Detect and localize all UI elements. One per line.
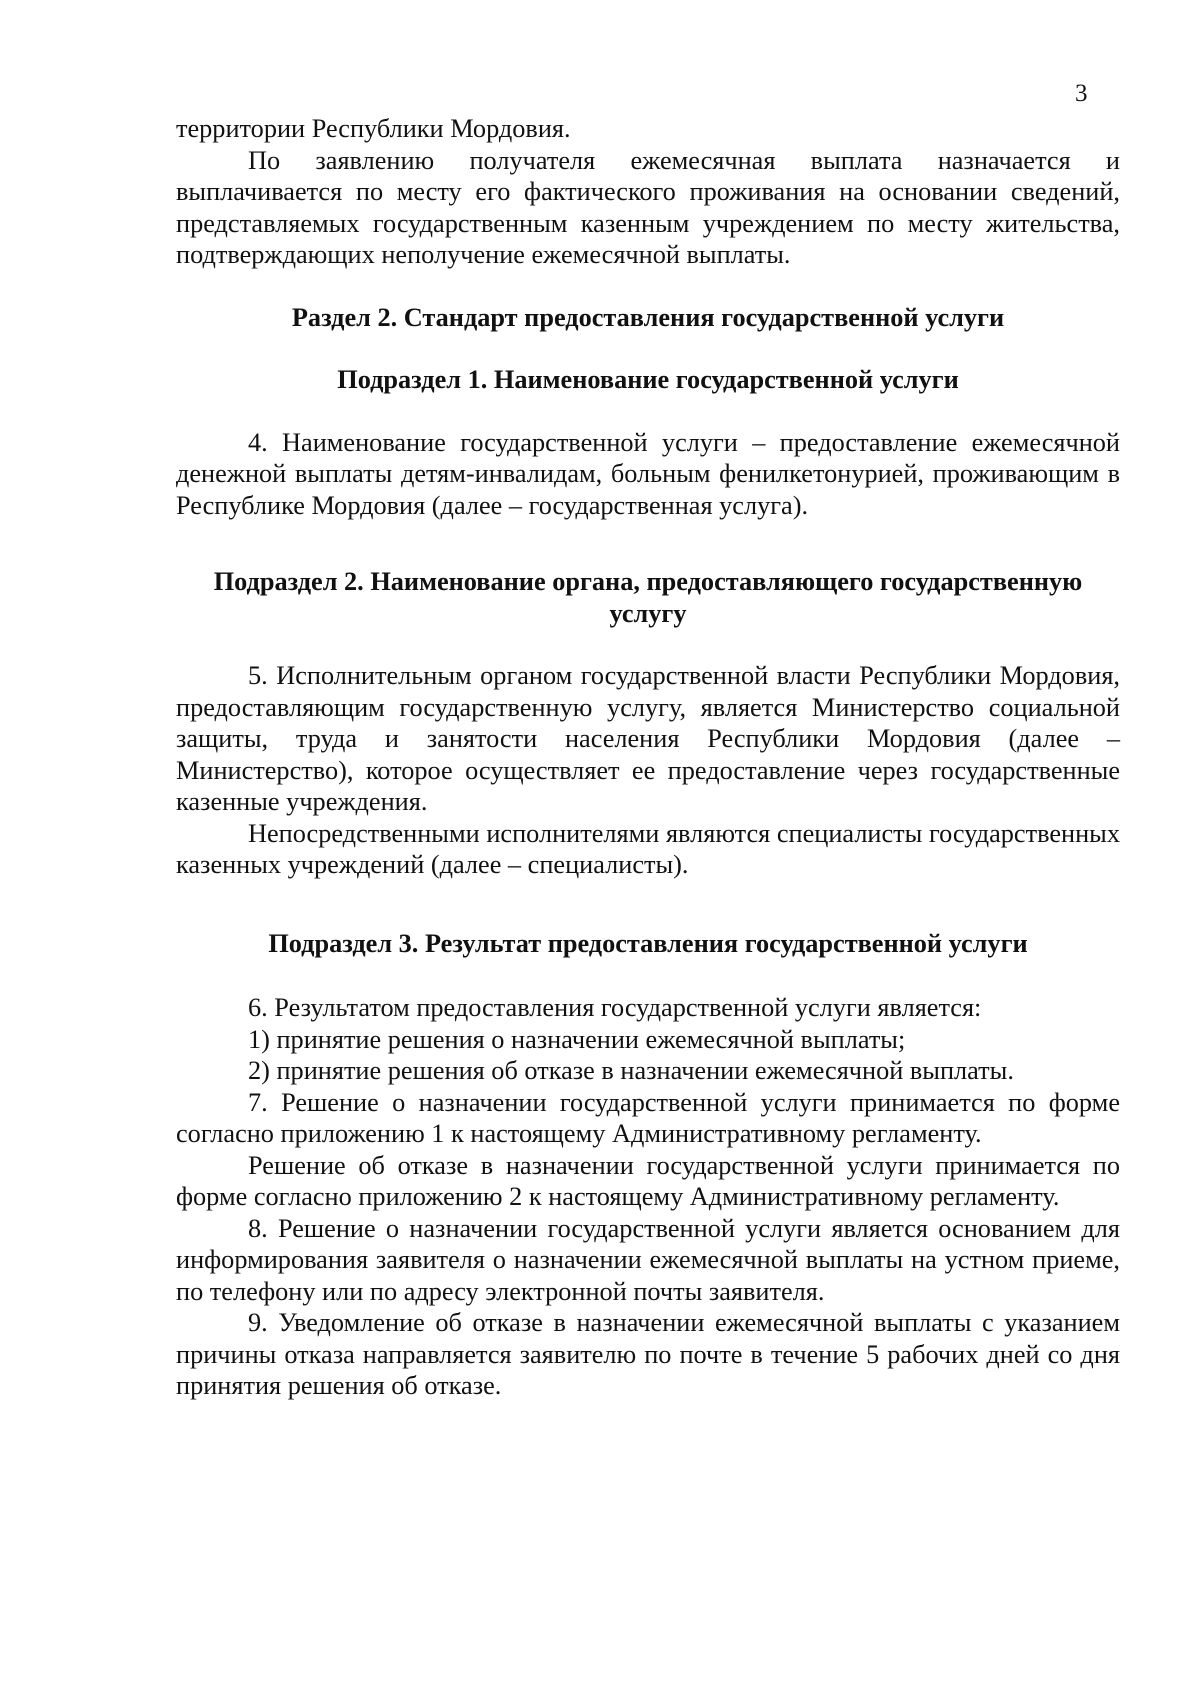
- page-number: 3: [1075, 80, 1088, 107]
- subsection-1-title: Подраздел 1. Наименование государственной услуги: [337, 365, 959, 394]
- paragraph-5-continued: Непосредственными исполнителями являются специалисты государственных казенных учреждений (далее – специалисты).: [176, 818, 1120, 879]
- paragraph-9: 9. Уведомление об отказе в назначении ежемесячной выплаты с указанием причины отказа направляется заявителю по почте в течение 5 рабочих дней со дня принятия решения об отказе.: [176, 1308, 1120, 1400]
- paragraph-8: 8. Решение о назначении государственной услуги является основанием для информирования заявителя о назначении ежемесячной выплаты на устном приеме, по телефону или по адресу электронной почты заявителя.: [176, 1213, 1120, 1306]
- section-2-title: Раздел 2. Стандарт предоставления государственной услуги: [291, 302, 1005, 332]
- paragraph-7-continued: Решение об отказе в назначении государственной услуги принимается по форме согласно приложению 2 к настоящему Административному регламенту.: [176, 1150, 1120, 1211]
- paragraph-6-item-2: 2) принятие решения об отказе в назначении ежемесячной выплаты.: [248, 1056, 1014, 1085]
- paragraph-7: 7. Решение о назначении государственной услуги принимается по форме согласно приложению 1 к настоящему Административному регламенту.: [176, 1087, 1120, 1148]
- subsection-3-title: Подраздел 3. Результат предоставления государственной услуги: [268, 928, 1028, 958]
- document-body: [176, 113, 1120, 1402]
- subsection-2-title: Подраздел 2. Наименование органа, предоставляющего государственную услугу: [213, 567, 1083, 628]
- paragraph-4: 4. Наименование государственной услуги – предоставление ежемесячной денежной выплаты детям-инвалидам, больным фенилкетонурией, проживающим в Республике Мордовия (далее – государственная услуга).: [176, 427, 1120, 520]
- paragraph-5: 5. Исполнительным органом государственной власти Республики Мордовия, предоставляющим государственную услугу, является Министерство социальной защиты, труда и занятости населения Республики Мордовия (далее – Министерство), которое осуществляет ее предоставление через государственные казенные учреждения.: [176, 661, 1120, 816]
- paragraph-6: 6. Результатом предоставления государственной услуги является:: [248, 993, 982, 1022]
- intro-paragraph-2: По заявлению получателя ежемесячная выплата назначается и выплачивается по месту его фактического проживания на основании сведений, представляемых государственным казенным учреждением по месту жительства, подтверждающих неполучение ежемесячной выплаты.: [176, 145, 1120, 269]
- paragraph-6-item-1: 1) принятие решения о назначении ежемесячной выплаты;: [248, 1024, 906, 1054]
- intro-paragraph-1: территории Республики Мордовия.: [176, 114, 571, 143]
